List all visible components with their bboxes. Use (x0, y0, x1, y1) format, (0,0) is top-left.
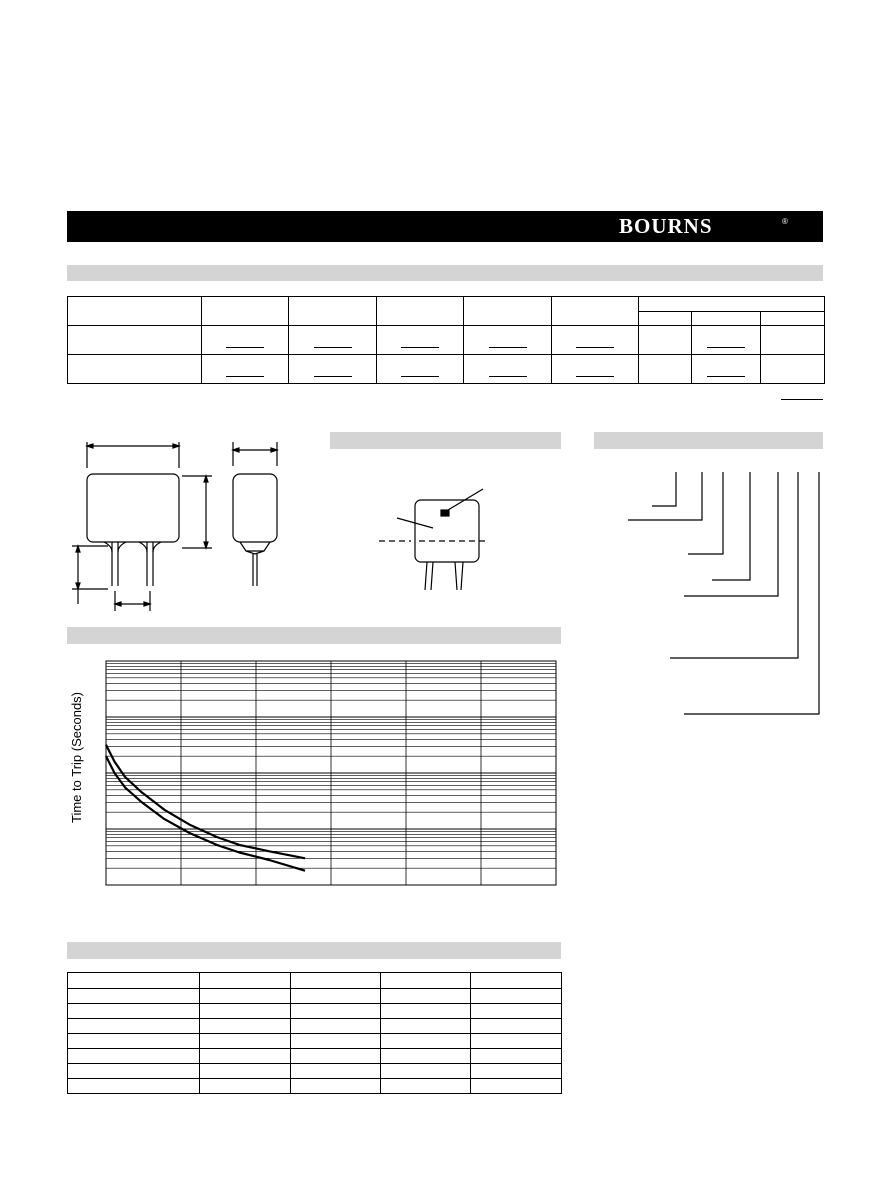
packaging-cell (291, 1004, 381, 1019)
packaging-cell (471, 1019, 562, 1034)
packaging-row (68, 1019, 562, 1034)
callout-line (712, 472, 750, 580)
spec-subheader-cell (639, 312, 692, 326)
spec-row-label (68, 326, 202, 355)
dash-mark (576, 376, 614, 377)
marking-drawing (375, 486, 495, 596)
packaging-cell (291, 1034, 381, 1049)
ordering-section-bar (594, 432, 823, 449)
device-body-side (233, 474, 277, 542)
packaging-cell (200, 1064, 291, 1079)
spec-table (67, 296, 825, 384)
packaging-cell (381, 1064, 471, 1079)
packaging-cell (471, 1034, 562, 1049)
spec-row (68, 326, 825, 355)
packaging-row (68, 1079, 562, 1094)
packaging-cell (68, 973, 200, 989)
dash-mark (489, 376, 527, 377)
packaging-cell (381, 1079, 471, 1094)
packaging-cell (471, 1004, 562, 1019)
packaging-cell (471, 1079, 562, 1094)
packaging-cell (200, 989, 291, 1004)
packaging-cell (291, 1079, 381, 1094)
packaging-cell (68, 1049, 200, 1064)
packaging-cell (291, 973, 381, 989)
callout-line (684, 472, 778, 596)
dimension-drawing (60, 436, 320, 616)
callout-line (684, 472, 819, 714)
dash-mark (314, 376, 352, 377)
spec-header-cell (464, 297, 552, 326)
packaging-row (68, 973, 562, 989)
packaging-cell (68, 1004, 200, 1019)
callout-line (628, 472, 702, 520)
packaging-section-bar (67, 942, 561, 959)
packaging-cell (291, 1049, 381, 1064)
ratings-section-bar (67, 265, 823, 281)
spec-subheader-cell (692, 312, 761, 326)
packaging-cell (381, 1049, 471, 1064)
spec-row (68, 355, 825, 384)
marking-leads (425, 562, 463, 590)
packaging-cell (68, 989, 200, 1004)
packaging-cell (381, 1004, 471, 1019)
spec-header-cell (289, 297, 377, 326)
packaging-cell (200, 1004, 291, 1019)
spec-subheader-cell (761, 312, 825, 326)
callout-line (652, 472, 676, 506)
note-underline (781, 399, 823, 400)
dash-mark (401, 376, 439, 377)
dash-mark (707, 376, 745, 377)
y-axis-title: Time to Trip (Seconds) (69, 691, 84, 823)
bourns-logo (619, 215, 789, 238)
ordering-callout-diagram (620, 470, 830, 720)
spec-header-cell (377, 297, 464, 326)
dash-mark (489, 347, 527, 348)
packaging-cell (68, 1079, 200, 1094)
dim-arrow (87, 444, 93, 448)
callout-line (688, 472, 723, 554)
dash-mark (314, 347, 352, 348)
typical-curve-section-bar (67, 627, 561, 644)
time-to-trip-chart (106, 661, 557, 886)
packaging-cell (471, 973, 562, 989)
packaging-cell (291, 1019, 381, 1034)
spec-header-cell (552, 297, 639, 326)
packaging-cell (471, 1049, 562, 1064)
side-lead (240, 542, 270, 586)
spec-row-label (68, 355, 202, 384)
packaging-cell (381, 1034, 471, 1049)
packaging-cell (68, 1064, 200, 1079)
packaging-cell (381, 973, 471, 989)
packaging-cell (200, 1034, 291, 1049)
spec-header-cell (68, 297, 202, 326)
packaging-cell (68, 1019, 200, 1034)
spec-group-header (639, 297, 825, 312)
packaging-cell (381, 1019, 471, 1034)
device-body-front (87, 474, 179, 542)
marking-device-body (415, 500, 479, 562)
marking-section-bar (330, 432, 561, 449)
packaging-cell (471, 989, 562, 1004)
callout-line (670, 472, 798, 658)
packaging-cell (291, 1064, 381, 1079)
header-band (67, 211, 823, 242)
packaging-row (68, 989, 562, 1004)
packaging-row (68, 1004, 562, 1019)
dash-mark (576, 347, 614, 348)
packaging-table (67, 972, 562, 1094)
packaging-cell (381, 989, 471, 1004)
packaging-row (68, 1049, 562, 1064)
polarity-mark (441, 510, 449, 516)
dash-mark (401, 347, 439, 348)
spec-header-cell (202, 297, 289, 326)
dash-mark (226, 376, 264, 377)
dim-arrow (173, 444, 179, 448)
packaging-cell (68, 1034, 200, 1049)
packaging-cell (471, 1064, 562, 1079)
packaging-row (68, 1064, 562, 1079)
packaging-cell (291, 989, 381, 1004)
brand-text: BOURNS (619, 214, 713, 238)
packaging-cell (200, 1019, 291, 1034)
packaging-row (68, 1034, 562, 1049)
brand-mark: ® (782, 217, 788, 226)
packaging-cell (200, 1049, 291, 1064)
packaging-cell (200, 1079, 291, 1094)
dash-mark (226, 347, 264, 348)
dash-mark (707, 347, 745, 348)
packaging-cell (200, 973, 291, 989)
